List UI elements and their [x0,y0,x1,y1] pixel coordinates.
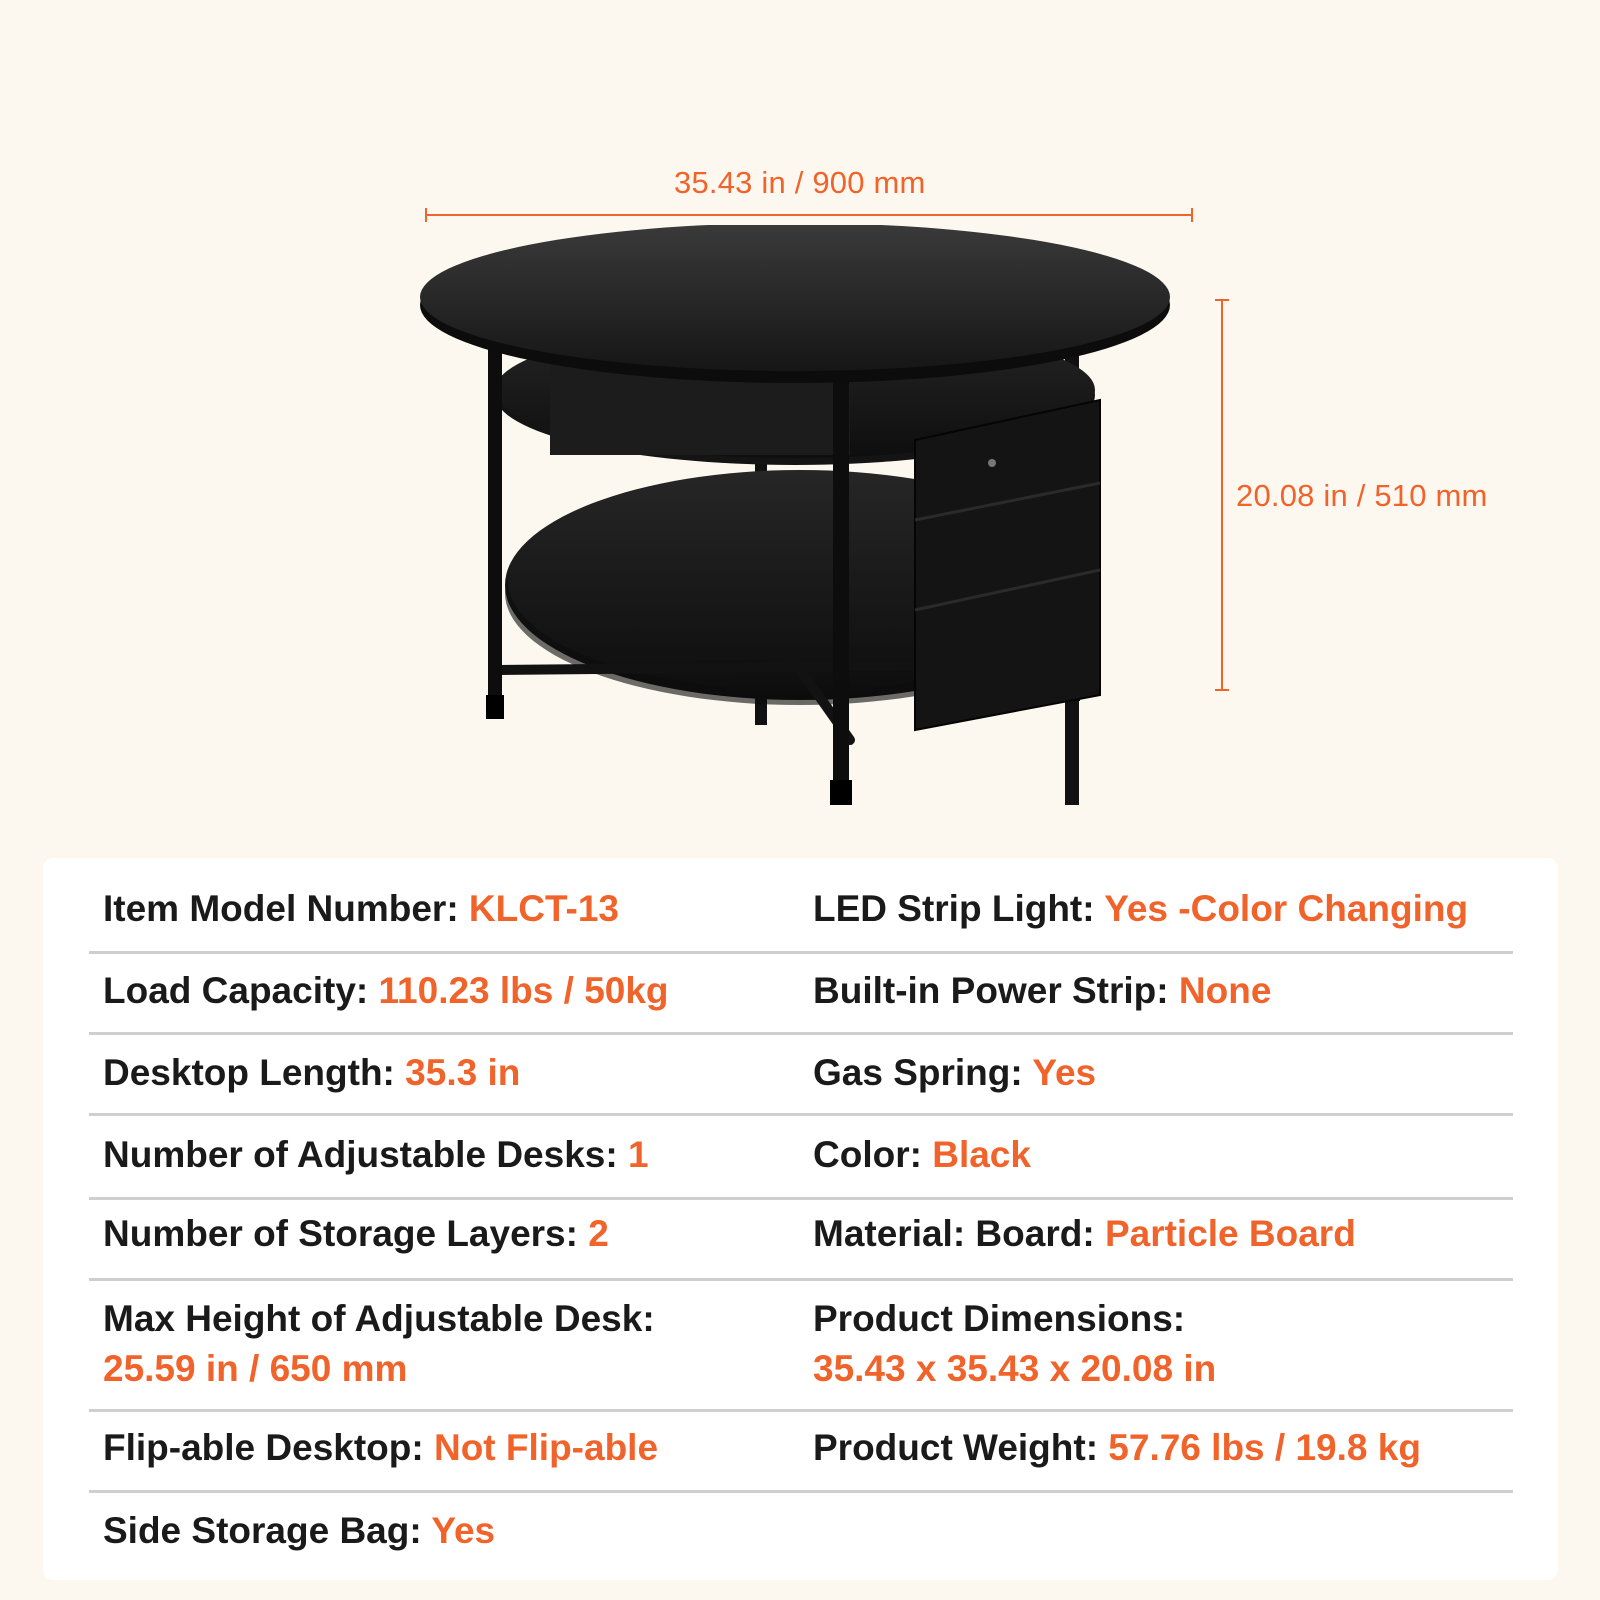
spec-power-strip [813,966,1271,1016]
spec-material [813,1209,1356,1259]
specifications-card [43,858,1558,1580]
spec-label: Gas Spring: [813,1052,1023,1093]
spec-value: Not Flip-able [433,1427,659,1468]
spec-label: Product Dimensions: [813,1298,1186,1339]
spec-load-capacity [103,966,669,1016]
spec-label: Material: Board: [813,1213,1095,1254]
spec-label: Flip-able Desktop: [103,1427,424,1468]
spec-desktop-length [103,1048,520,1098]
spec-label: Item Model Number: [103,888,459,929]
spec-row [89,1281,1513,1412]
spec-storage-layers [103,1209,609,1259]
spec-label: Number of Storage Layers: [103,1213,578,1254]
spec-label: LED Strip Light: [813,888,1095,929]
width-dimension-label: 35.43 in / 900 mm [674,165,926,200]
spec-value: Yes [1032,1052,1097,1093]
spec-label: Number of Adjustable Desks: [103,1134,618,1175]
spec-item-model [103,884,619,934]
spec-value: 110.23 lbs / 50kg [378,970,669,1011]
spec-adjustable-desks [103,1130,649,1180]
spec-label: Side Storage Bag: [103,1510,422,1551]
spec-value: Yes [431,1510,496,1551]
spec-value: 1 [627,1134,649,1175]
spec-row [89,1200,1513,1281]
spec-led-strip [813,884,1468,934]
spec-label: Built-in Power Strip: [813,970,1169,1011]
spec-value: None [1178,970,1272,1011]
spec-row [89,1412,1513,1493]
spec-max-height [103,1294,655,1394]
spec-color [813,1130,1031,1180]
spec-label: Color: [813,1134,922,1175]
product-image [420,225,1190,805]
spec-value: 25.59 in / 650 mm [103,1348,408,1389]
spec-value: Particle Board [1104,1213,1356,1254]
spec-value: Black [932,1134,1031,1175]
spec-product-weight [813,1423,1421,1473]
spec-label: Desktop Length: [103,1052,395,1093]
spec-label: Load Capacity: [103,970,369,1011]
spec-row [89,858,1513,954]
spec-value: 35.43 x 35.43 x 20.08 in [813,1348,1217,1389]
spec-label: Max Height of Adjustable Desk: [103,1298,655,1339]
spec-flipable-desktop [103,1423,658,1473]
spec-side-storage-bag [103,1506,495,1556]
spec-gas-spring [813,1048,1096,1098]
spec-value: 35.3 in [405,1052,521,1093]
spec-row [89,1493,1513,1573]
spec-row [89,1116,1513,1200]
spec-product-dimensions [813,1294,1216,1394]
spec-value: 2 [588,1213,609,1254]
height-dimension-label: 20.08 in / 510 mm [1236,478,1488,513]
spec-row [89,954,1513,1035]
spec-label: Product Weight: [813,1427,1099,1468]
spec-row [89,1035,1513,1116]
spec-value: KLCT-13 [468,888,619,929]
spec-value: Yes -Color Changing [1104,888,1469,929]
spec-value: 57.76 lbs / 19.8 kg [1108,1427,1421,1468]
